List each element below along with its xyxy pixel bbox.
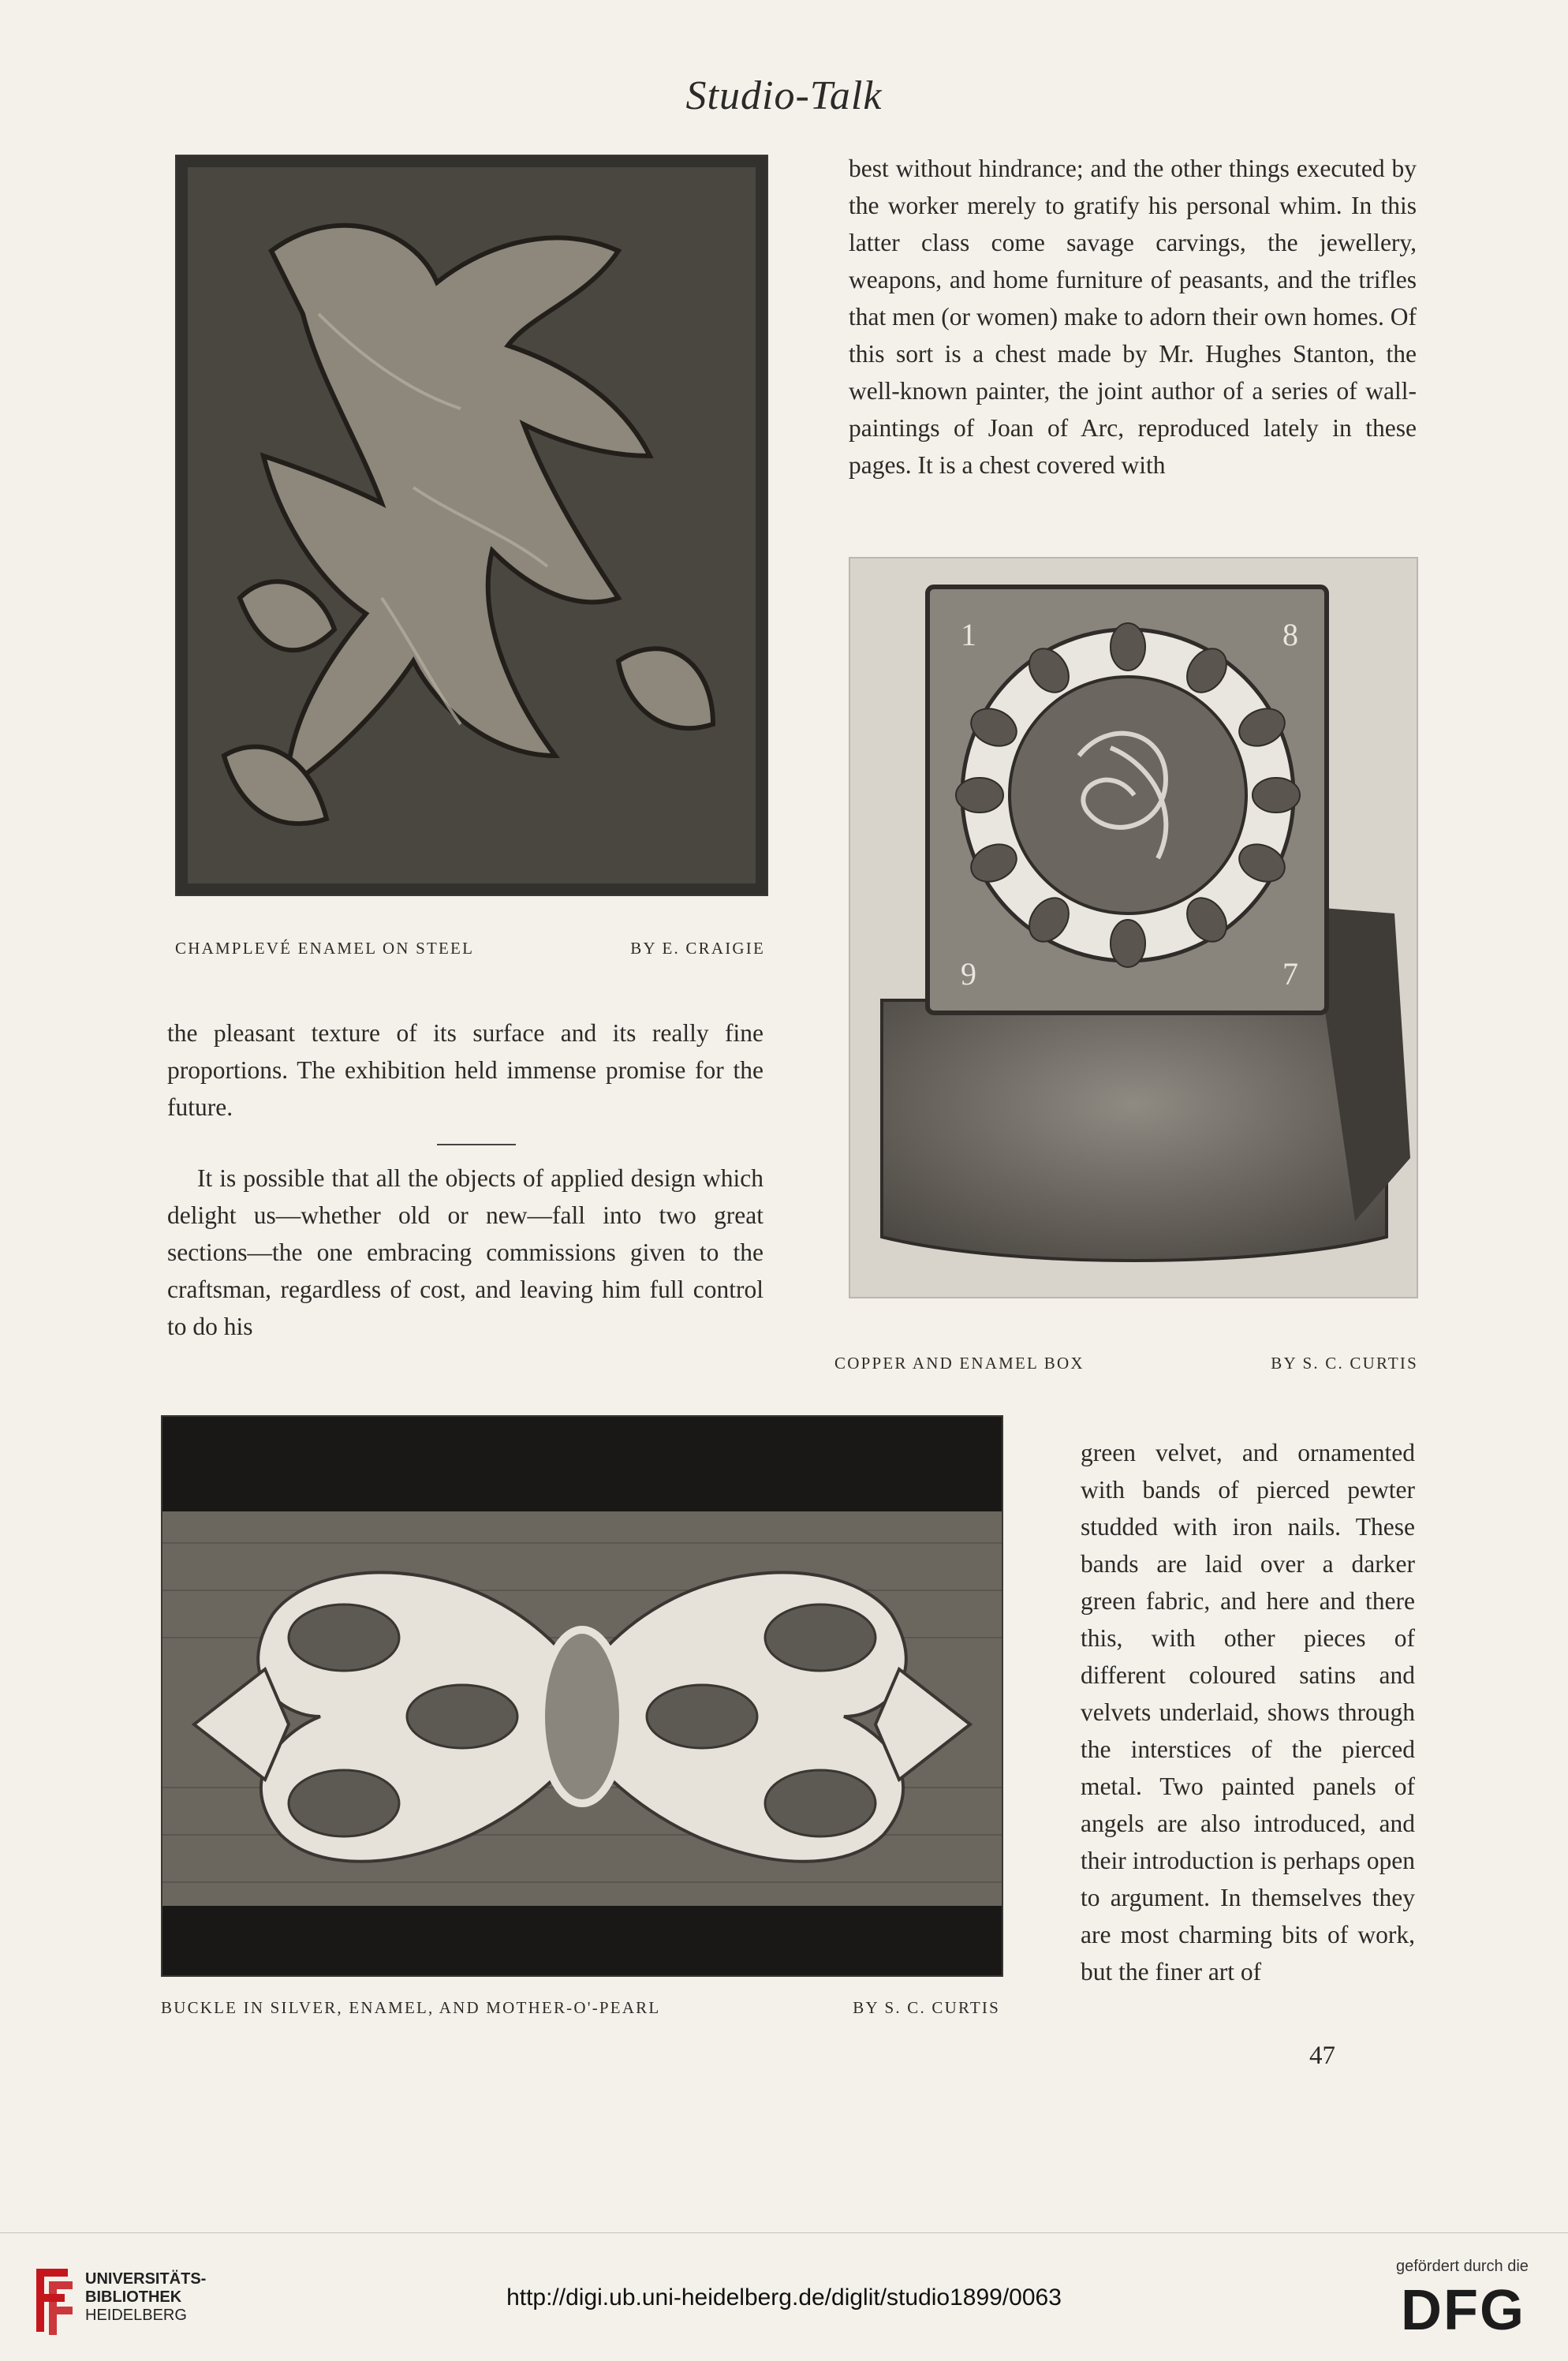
funding-label: gefördert durch die xyxy=(1396,2258,1529,2275)
footer-divider xyxy=(0,2232,1568,2233)
copper-box-artwork xyxy=(850,558,1417,1297)
enamel-steel-image xyxy=(175,155,768,896)
dfg-logo: DFG xyxy=(1401,2279,1525,2342)
enamel-steel-artwork xyxy=(177,156,767,895)
running-title: Studio-Talk xyxy=(685,73,883,118)
buckle-caption-title: BUCKLE IN SILVER, ENAMEL, AND MOTHER-O'-PEARL xyxy=(161,1998,661,2017)
library-name-line2: BIBLIOTHEK xyxy=(85,2288,182,2306)
copper-box-caption-credit: BY S. C. CURTIS xyxy=(1271,1354,1418,1373)
col1-bottom-text: It is possible that all the objects of applied design which delight us—whether old or new—fall into two great sections—the one embracing commissions given to the craftsman, regardless of cost, and leaving him full control to do his xyxy=(167,1164,763,1340)
enamel-steel-caption-title: CHAMPLEVÉ ENAMEL ON STEEL xyxy=(175,939,475,958)
library-name-line3: HEIDELBERG xyxy=(85,2307,187,2324)
buckle-caption-credit: BY S. C. CURTIS xyxy=(853,1998,1000,2017)
buckle-artwork xyxy=(162,1417,1002,1975)
enamel-steel-caption xyxy=(175,939,765,962)
col2-bottom-paragraph xyxy=(1081,1434,1415,1990)
section-divider xyxy=(437,1144,516,1145)
col2-bottom-text: green velvet, and ornamented with bands of pierced pewter studded with iron nails. These bands are laid over a darker green fabric, and here and there this, with other pieces of different coloured satins and velvets underlaid, shows through the interstices of the pierced metal. Two painted panels of angels are also introduced, and their introduction is perhaps open to argument. In themselves they are most charming bits of work, but the finer art of xyxy=(1081,1439,1415,1986)
buckle-caption xyxy=(161,1998,1000,2022)
col1-bottom-paragraph xyxy=(167,1160,763,1345)
col1-top-paragraph xyxy=(167,1014,763,1126)
box-date-digit-4: 7 xyxy=(1282,956,1298,992)
col1-top-text: the pleasant texture of its surface and its really fine proportions. The exhibition held immense promise for the future. xyxy=(167,1019,763,1121)
permalink-url[interactable]: http://digi.ub.uni-heidelberg.de/diglit/studio1899/0063 xyxy=(506,2284,1062,2311)
library-name-line1: UNIVERSITÄTS- xyxy=(85,2270,207,2288)
page-number: 47 xyxy=(1309,2042,1335,2070)
box-date-digit-2: 8 xyxy=(1282,617,1298,652)
copper-box-image xyxy=(849,557,1418,1298)
box-date-digit-3: 9 xyxy=(961,956,976,992)
buckle-image xyxy=(161,1415,1003,1977)
box-date-digit-1: 1 xyxy=(961,617,976,652)
copper-box-caption xyxy=(834,1354,1418,1377)
copper-box-caption-title: COPPER AND ENAMEL BOX xyxy=(834,1354,1085,1373)
col2-top-paragraph xyxy=(849,150,1417,484)
enamel-steel-caption-credit: BY E. CRAIGIE xyxy=(630,939,765,958)
col2-top-text: best without hindrance; and the other things executed by the worker merely to gratify his personal whim. In this latter class come savage carvings, the jewellery, weapons, and home furniture of peasants, and the trifles that men (or women) make to adorn their own homes. Of this sort is a chest made by Mr. Hughes Stanton, the well-known painter, the joint author of a series of wall-paintings of Joan of Arc, reproduced lately in these pages. It is a chest covered with xyxy=(849,155,1417,479)
